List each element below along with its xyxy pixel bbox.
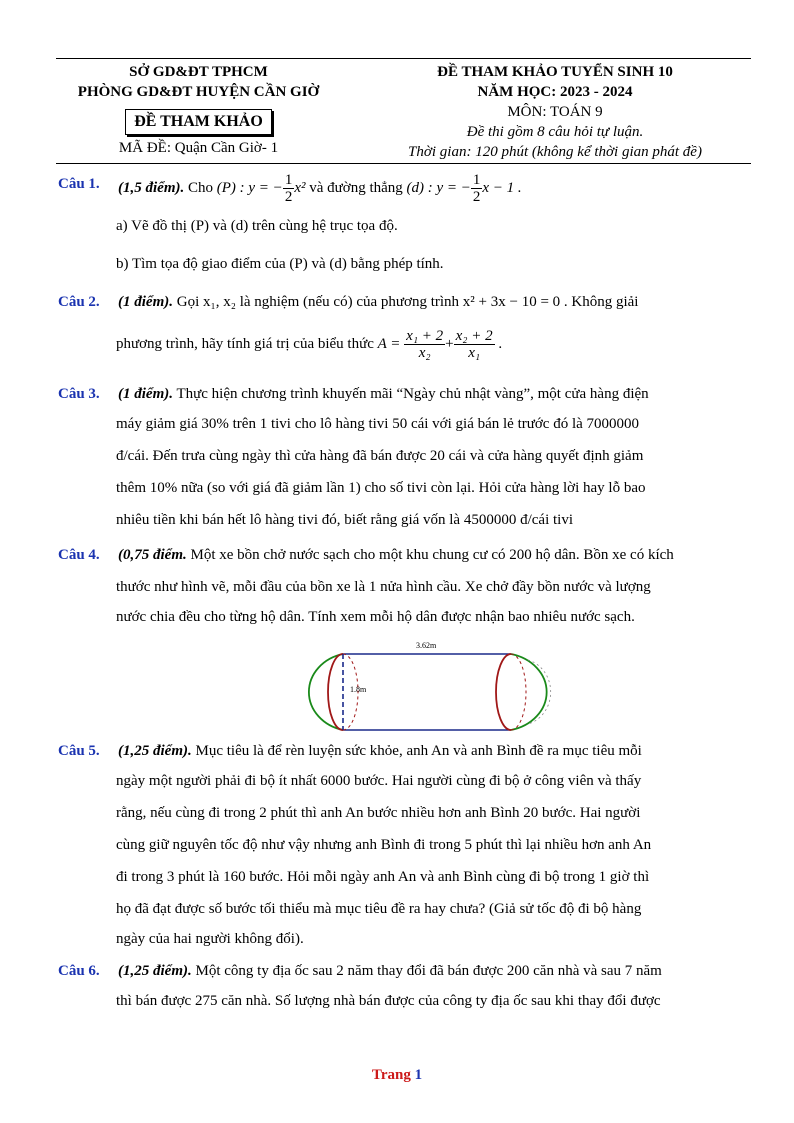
question-5-line-6: họ đã đạt được số bước tối thiểu mà mục tiêu đề ra hay chưa? (Giả sử tốc độ đi bộ hàng	[116, 901, 642, 917]
plus-sign: +	[445, 335, 454, 352]
water-tank-figure	[296, 638, 562, 734]
question-3-line-2: máy giảm giá 30% trên 1 tivi cho lô hàng tivi 50 cái với giá bán lẻ trước đó là 7000000	[116, 416, 640, 432]
question-4-line-2: thước như hình vẽ, mỗi đầu của bồn xe là 1 nửa hình cầu. Xe chở đầy bồn nước và lượng	[116, 579, 651, 595]
school-year: NĂM HỌC: 2023 - 2024	[477, 84, 633, 100]
question-1-part-b: b) Tìm tọa độ giao điểm của (P) và (d) bằng phép tính.	[116, 256, 444, 272]
numerator: 1	[472, 172, 481, 188]
denominator: x₂	[418, 345, 431, 361]
expression-intro: phương trình, hãy tính giá trị của biểu thức	[116, 335, 374, 352]
right-hemisphere	[511, 654, 547, 730]
question-3-line-5: nhiêu tiền khi bán hết lô hàng tivi đó, biết rằng giá vốn là 4500000 đ/cái tivi	[116, 512, 573, 528]
fraction-2	[454, 328, 495, 361]
question-2-line-1	[118, 294, 638, 311]
length-label: 3.62m	[416, 641, 437, 650]
page-footer	[0, 1067, 794, 1084]
period: .	[498, 335, 503, 352]
header-top-rule	[56, 58, 751, 59]
question-6-line-1	[118, 963, 662, 980]
intro-text: Cho	[187, 179, 213, 196]
line-text: Thực hiện chương trình khuyến mãi “Ngày chủ nhật vàng”, một cửa hàng điện	[176, 386, 649, 402]
points: (1 điểm).	[118, 386, 173, 402]
question-2-text: Gọi x₁, x₂ là nghiệm (nếu có) của phương trình x² + 3x − 10 = 0 . Không giải	[176, 294, 639, 310]
question-label: Câu 2.	[58, 294, 100, 310]
expression-lhs: A =	[377, 335, 401, 352]
numerator: x₂ + 2	[455, 328, 493, 344]
denominator: x₁	[468, 345, 481, 361]
department-name: SỞ GD&ĐT TPHCM	[129, 64, 268, 80]
line-text: Một công ty địa ốc sau 2 năm thay đổi đã bán được 200 căn nhà và sau 7 năm	[195, 963, 662, 979]
exam-title: ĐỀ THAM KHẢO TUYỂN SINH 10	[437, 64, 673, 80]
question-5-line-2: ngày một người phải đi bộ ít nhất 6000 bước. Hai người cùng đi bộ ở công viên và thấy	[116, 773, 642, 789]
question-4	[58, 545, 748, 635]
line-eq-right: x − 1 .	[482, 179, 522, 196]
question-3-line-4: thêm 10% nữa (so với giá đã giảm lần 1) cho số tivi còn lại. Hỏi cửa hàng lời hay lỗ bao	[116, 480, 646, 496]
reference-exam-box: ĐỀ THAM KHẢO	[125, 109, 272, 135]
question-2	[58, 292, 748, 372]
question-1-part-a: a) Vẽ đồ thị (P) và (d) trên cùng hệ trục tọa độ.	[116, 218, 398, 234]
question-label: Câu 1.	[58, 176, 100, 192]
and-line-text: và đường thẳng	[309, 179, 403, 196]
denominator: 2	[284, 189, 293, 205]
diameter-label: 1.8m	[350, 685, 367, 694]
fraction-1	[404, 328, 445, 361]
points: (1,5 điểm).	[118, 179, 185, 196]
left-hemisphere	[309, 654, 343, 730]
question-2-line-2	[116, 328, 502, 361]
parabola-eq-left: (P) : y = −	[216, 179, 283, 196]
question-1-line-1	[118, 172, 522, 205]
question-6-line-2: thì bán được 275 căn nhà. Số lượng nhà bán được của công ty địa ốc sau khi thay đổi được	[116, 993, 661, 1009]
office-name: PHÒNG GD&ĐT HUYỆN CẦN GIỜ	[77, 84, 320, 100]
points: (1 điểm).	[118, 294, 173, 310]
subject: MÔN: TOÁN 9	[507, 104, 603, 120]
question-1	[58, 172, 748, 282]
numerator: x₁ + 2	[406, 328, 444, 344]
header-right	[360, 62, 750, 162]
question-count-note: Đề thi gồm 8 câu hỏi tự luận.	[466, 124, 644, 140]
question-5-line-7: ngày của hai người không đổi).	[116, 931, 304, 947]
question-4-line-3: nước chia đều cho từng hộ dân. Tính xem mỗi hộ dân được nhận bao nhiêu nước sạch.	[116, 609, 635, 625]
right-end-front	[496, 654, 511, 730]
question-3-line-1	[118, 386, 649, 403]
points: (1,25 điểm).	[118, 963, 192, 979]
question-label: Câu 6.	[58, 963, 100, 979]
question-5-line-5: đi trong 3 phút là 160 bước. Hỏi mỗi ngày anh An và anh Bình cùng đi bộ trong 1 giờ thì	[116, 869, 650, 885]
duration-note: Thời gian: 120 phút (không kể thời gian phát đề)	[408, 144, 702, 160]
fraction-one-half	[471, 172, 483, 205]
question-label: Câu 4.	[58, 547, 100, 563]
header-left	[56, 62, 341, 158]
question-4-line-1	[118, 547, 674, 564]
question-5-line-1	[118, 743, 642, 760]
question-3-line-3: đ/cái. Đến trưa cùng ngày thì cửa hàng đã bán được 20 cái và cửa hàng quyết định giảm	[116, 448, 644, 464]
numerator: 1	[284, 172, 293, 188]
question-label: Câu 5.	[58, 743, 100, 759]
parabola-eq-right: x²	[294, 179, 306, 196]
question-3	[58, 384, 748, 534]
exam-code: MÃ ĐỀ: Quận Cần Giờ- 1	[118, 140, 279, 156]
left-end-front	[328, 654, 343, 730]
denominator: 2	[472, 189, 481, 205]
points: (1,25 điểm).	[118, 743, 192, 759]
question-5	[58, 741, 748, 951]
right-end-back	[511, 654, 526, 730]
question-label: Câu 3.	[58, 386, 100, 402]
question-5-line-4: cùng giữ nguyên tốc độ như vậy nhưng anh Bình đi trong 5 phút thì lại nhiều hơn anh An	[116, 837, 652, 853]
points: (0,75 điểm.	[118, 547, 187, 563]
page-number: 1	[414, 1067, 423, 1083]
line-text: Một xe bồn chở nước sạch cho một khu chung cư có 200 hộ dân. Bồn xe có kích	[190, 547, 674, 563]
question-5-line-3: rằng, nếu cùng đi trong 2 phút thì anh An bước nhiều hơn anh Bình 20 bước. Hai người	[116, 805, 641, 821]
fraction-one-half	[283, 172, 295, 205]
line-eq-left: (d) : y = −	[406, 179, 471, 196]
line-text: Mục tiêu là để rèn luyện sức khỏe, anh An và anh Bình đề ra mục tiêu mỗi	[195, 743, 642, 759]
page-word: Trang	[371, 1067, 411, 1083]
header-bottom-rule	[56, 163, 751, 164]
question-6	[58, 961, 748, 1021]
